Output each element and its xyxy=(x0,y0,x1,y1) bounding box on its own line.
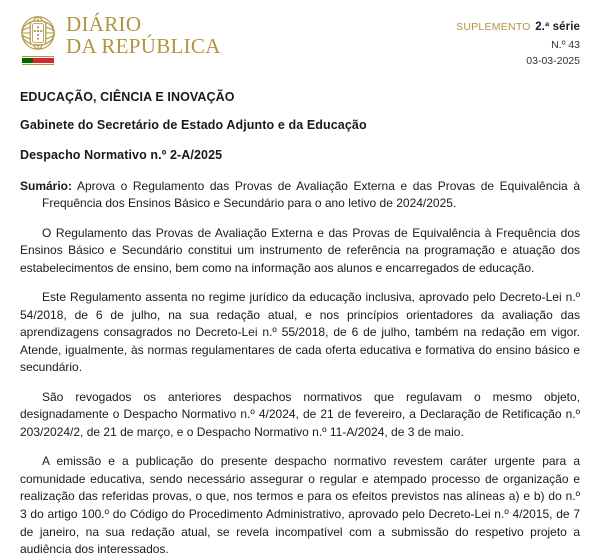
paragraph-3: São revogados os anteriores despachos normativos que regulavam o mesmo objeto, designadamente o Despacho Normativo n.º 4/2024, de 21 de fevereiro, a Declaração de Retificação n.º 203/2024/2, de 21 de março, e o Despacho Normativo n.º 11-A/2024, de 3 de maio. xyxy=(20,389,580,439)
entity-heading: EDUCAÇÃO, CIÊNCIA E INOVAÇÃO xyxy=(20,90,235,104)
office-heading: Gabinete do Secretário de Estado Adjunto e da Educação xyxy=(20,118,367,132)
brand-line-1: DIÁRIO xyxy=(66,12,142,36)
serie-label: 2.ª série xyxy=(535,21,580,33)
issue-number: N.º 43 xyxy=(551,39,580,52)
summary-text: Aprova o Regulamento das Provas de Avaliação Externa e das Provas de Equivalência à Frequência dos Ensinos Básico e Secundário para o ano letivo de 2024/2025. xyxy=(42,179,580,211)
act-title: Despacho Normativo n.º 2-A/2025 xyxy=(20,148,223,162)
portugal-flag-bar-icon xyxy=(22,56,54,65)
masthead xyxy=(0,0,600,76)
brand-wordmark xyxy=(66,13,221,58)
brand-line-2: DA REPÚBLICA xyxy=(66,34,221,59)
summary-block xyxy=(20,178,580,213)
paragraph-2: Este Regulamento assenta no regime jurídico da educação inclusiva, aprovado pelo Decreto-Lei n.º 54/2018, de 6 de julho, na sua redação atual, e nos princípios orientadores da avaliação das aprendizagens consagrados no Decreto-Lei n.º 55/2018, de 6 de julho, também na redação em vigor. Atende, igualmente, às normas regulamentares de cada oferta educativa e formativa do ensino básico e secundário. xyxy=(20,290,580,375)
heading-group xyxy=(20,90,580,162)
suplemento-line xyxy=(456,14,580,38)
brand-logo[interactable] xyxy=(16,12,221,65)
summary-label: Sumário: xyxy=(20,179,73,193)
document-body xyxy=(0,90,600,559)
masthead-meta xyxy=(456,14,580,70)
paragraph-4: A emissão e a publicação do presente despacho normativo revestem caráter urgente para a comunidade educativa, sendo necessário assegurar o regular e atempado processo de organização e realização das referidas provas, o que, nos termos e para os efeitos previstos nas alíneas a) e b) do n.º 3 do artigo 100.º do Código do Procedimento Administrativo, aprovado pelo Decreto-Lei n.º 4/2015, de 7 de janeiro, na sua redação atual, se revela incompatível com a submissão do respetivo projeto a audiência dos interessados. xyxy=(20,454,580,557)
armillary-sphere-shield-icon xyxy=(17,12,59,54)
suplemento-label: SUPLEMENTO xyxy=(456,21,531,33)
emblem-wrap xyxy=(16,12,60,65)
issue-date: 03-03-2025 xyxy=(526,55,580,68)
paragraph-1: O Regulamento das Provas de Avaliação Externa e das Provas de Equivalência à Frequência dos Ensinos Básico e Secundário constitui um instrumento de referência na programação e atuação dos estabelecimentos de ensino, bem como na informação aos alunos e encarregados de educação. xyxy=(20,225,580,275)
